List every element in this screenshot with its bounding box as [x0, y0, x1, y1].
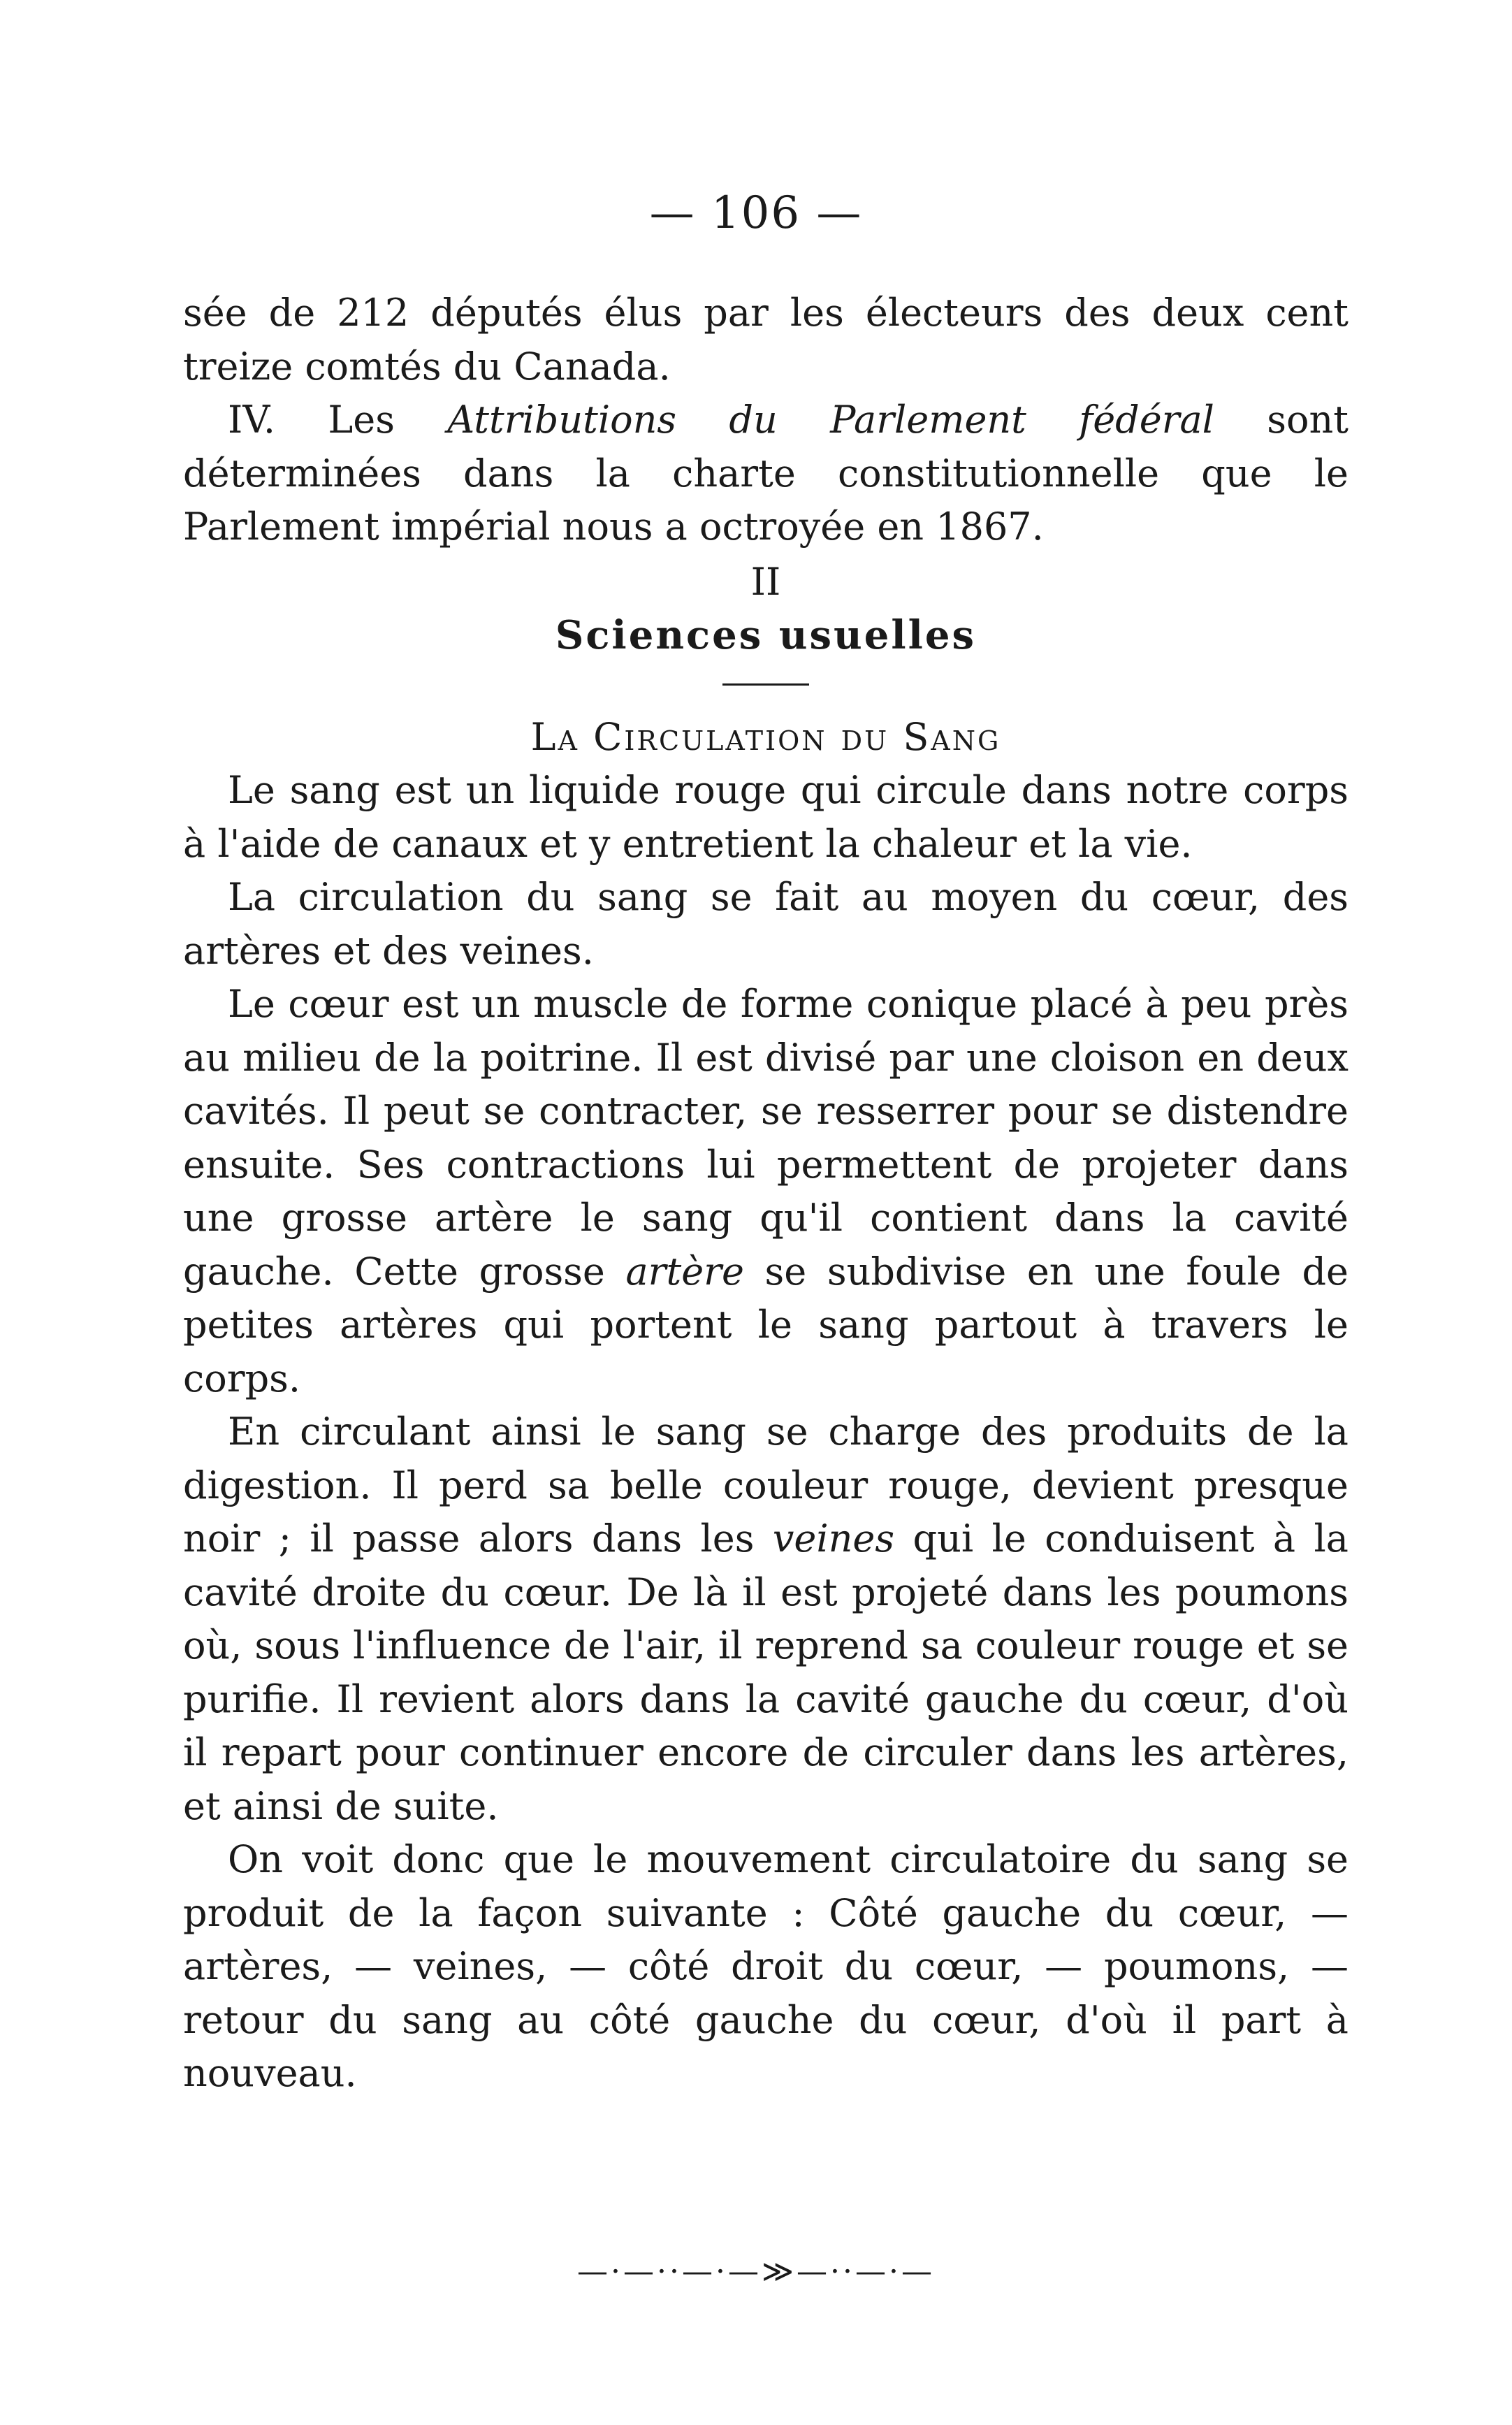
paragraph-coeur-prefix: Le cœur est un muscle de forme conique placé à peu près au milieu de la poitrine. Il est divisé par une cloison en deux cavités. Il peut se contracter, se resserrer pour se distendre ensuite. Ses contractions lui permettent de projeter dans une grosse artère le sang qu'il contient dans la cavité gauche. Cette grosse — [183, 982, 1349, 1294]
subheading: La Circulation du Sang — [530, 714, 1001, 759]
paragraph-circulation: La circulation du sang se fait au moyen du cœur, des artères et des veines. — [183, 875, 1349, 973]
paragraph-attributions-suffix: sont déterminées dans la charte constitutionnelle que le Parlement impérial nous a octroyée en 1867. — [183, 398, 1349, 549]
paragraph-digestion-prefix: En circulant ainsi le sang se charge des produits de la digestion. Il perd sa belle couleur rouge, devient presque noir ; il passe alors dans les — [183, 1410, 1349, 1561]
section-title: Sciences usuelles — [555, 612, 977, 658]
paragraph-digestion-suffix: qui le conduisent à la cavité droite du cœur. De là il est projeté dans les poumons où, sous l'influence de l'air, il reprend sa couleur rouge et se purifie. Il revient alors dans la cavité gauche du cœur, d'où il repart pour continuer encore de circuler dans les artères, et ainsi de suite. — [183, 1516, 1349, 1828]
ornament-divider: —·—··—·—≫—··—·— — [577, 2254, 935, 2289]
paragraph-coeur-italic: artère — [625, 1249, 744, 1294]
page-number: — 106 — — [649, 187, 863, 239]
paragraph-coeur-suffix: se subdivise en une foule de petites artères qui portent le sang partout à travers le corps. — [183, 1249, 1349, 1400]
paragraph-attributions-prefix: IV. Les — [228, 398, 448, 442]
section-number: II — [750, 559, 781, 604]
paragraph-digestion — [183, 1405, 1349, 1833]
paragraph-attributions-italic: Attributions du Parlement fédéral — [447, 398, 1214, 442]
paragraph-mouvement: On voit donc que le mouvement circulatoire du sang se produit de la façon suivante : Côté gauche du cœur, — artères, — veines, — côté droit du cœur, — poumons, — retour du sang au côté gauche du cœur, d'où il part à nouveau. — [183, 1837, 1349, 2095]
text-block — [183, 287, 1349, 2101]
paragraph-attributions — [183, 393, 1349, 554]
paragraph-coeur — [183, 978, 1349, 1405]
heading-rule — [722, 683, 809, 686]
paragraph-digestion-italic: veines — [772, 1516, 895, 1561]
paragraph-sang-definition: Le sang est un liquide rouge qui circule dans notre corps à l'aide de canaux et y entretient la chaleur et la vie. — [183, 768, 1349, 866]
paragraph-continuation: sée de 212 députés élus par les électeurs des deux cent treize comtés du Canada. — [183, 291, 1349, 389]
